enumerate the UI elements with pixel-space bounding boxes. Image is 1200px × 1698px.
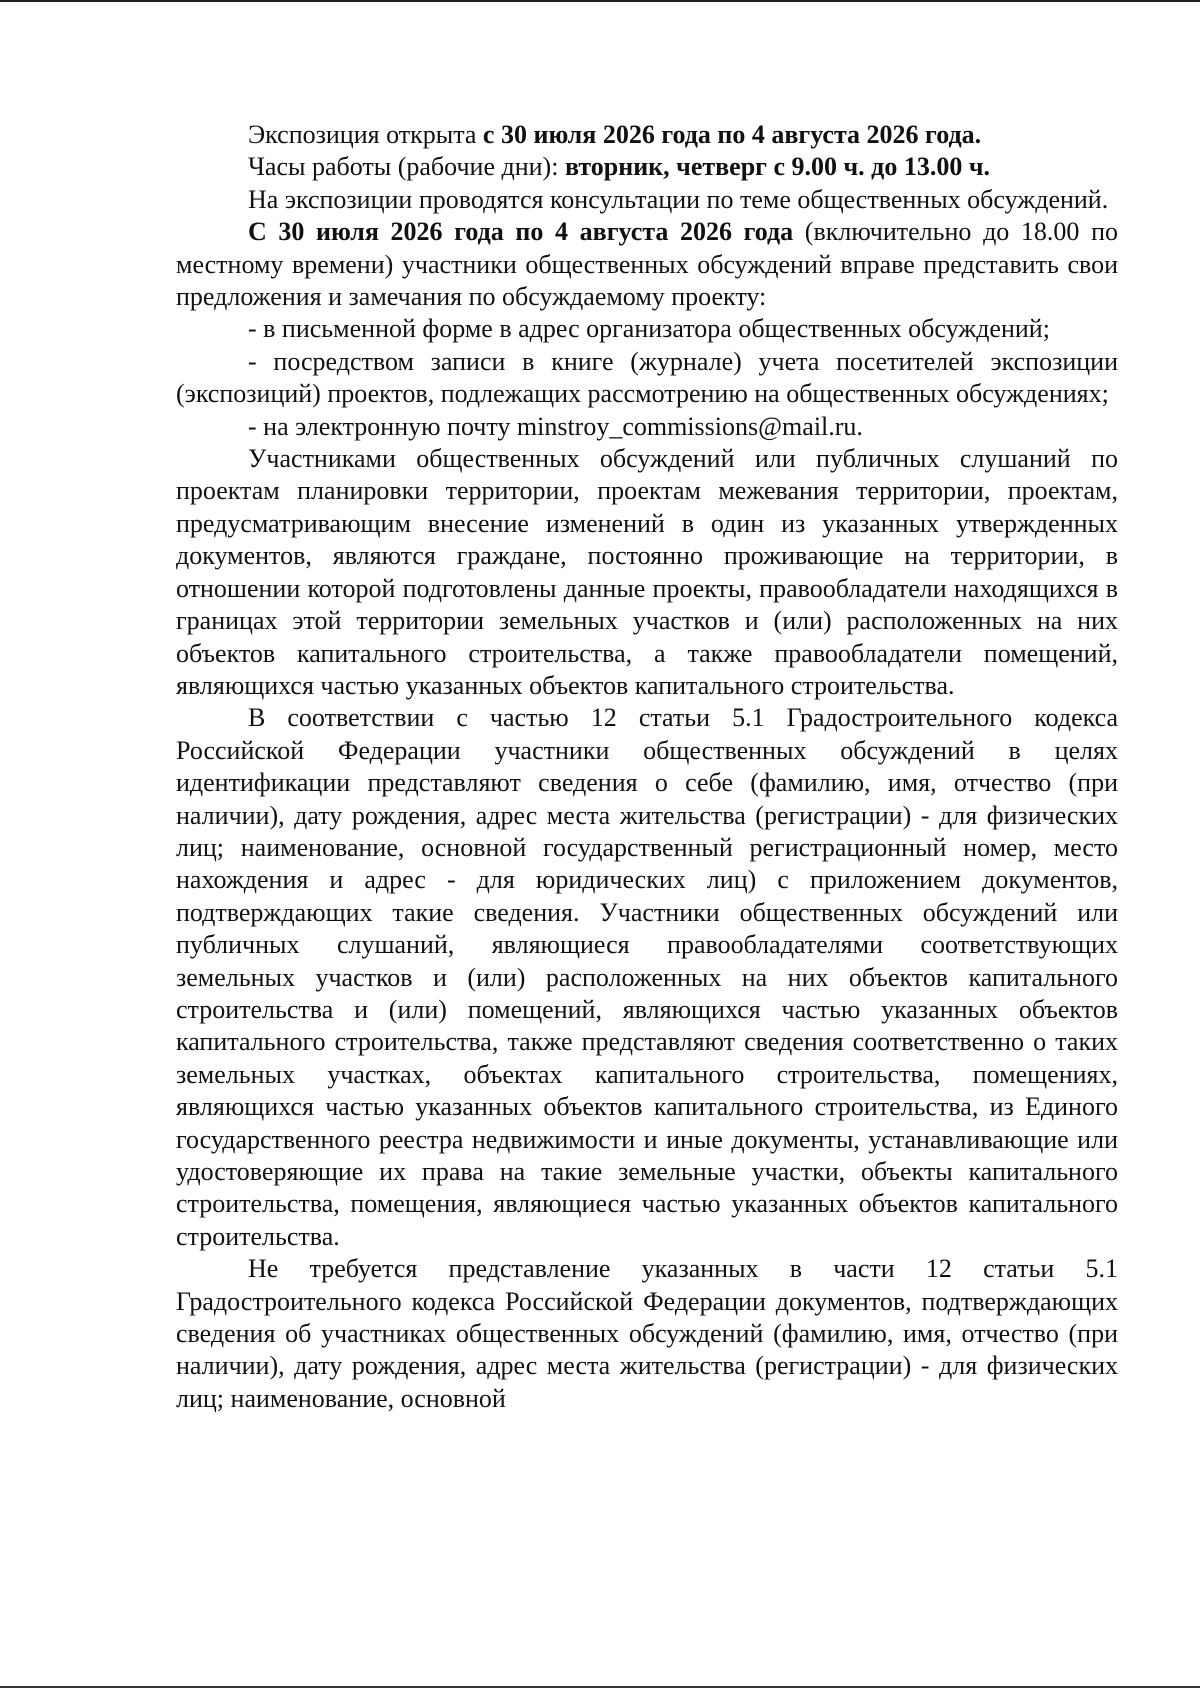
paragraph-documents-not-required: Не требуется представление указанных в части 12 статьи 5.1 Градостроительного кодекса Российской Федерации документов, подтверждающих сведения об участниках общественных обсуждений (фамилию, имя, отчество (при наличии), дату рождения, адрес места жительства (регистрации) - для физических лиц; наименование, основной (176, 1254, 1118, 1413)
list-item-written-form: - в письменной форме в адрес организатора общественных обсуждений; (248, 314, 1050, 344)
document-body (176, 119, 1118, 1415)
list-item-visitor-book: - посредством записи в книге (журнале) учета посетителей экспозиции (экспозиций) проектов, подлежащих рассмотрению на общественных обсуждениях; (176, 346, 1118, 409)
paragraph-participants: Участниками общественных обсуждений или публичных слушаний по проектам планировки территории, проектам межевания территории, проектам, предусматривающим внесение изменений в один из указанных утвержденных документов, являются граждане, постоянно проживающие на территории, в отношении которой подготовлены данные проекты, правообладатели находящихся в границах этой территории земельных участков и (или) расположенных на них объектов капитального строительства, а также правообладатели помещений, являющихся частью указанных объектов капитального строительства. (176, 444, 1118, 700)
working-hours-value: вторник, четверг с 9.00 ч. до 13.00 ч. (564, 152, 991, 182)
paragraph-working-hours: Часы работы (рабочие дни): вторник, четверг с 9.00 ч. до 13.00 ч. (248, 152, 991, 182)
paragraph-identification: В соответствии с частью 12 статьи 5.1 Градостроительного кодекса Российской Федерации участники общественных обсуждений в целях идентификации представляют сведения о себе (фамилию, имя, отчество (при наличии), дату рождения, адрес места жительства (регистрации) - для физических лиц; наименование, основной государственный регистрационный номер, место нахождения и адрес - для юридических лиц) с приложением документов, подтверждающих такие сведения. Участники общественных обсуждений или публичных слушаний, являющиеся правообладателями соответствующих земельных участков и (или) расположенных на них объектов капитального строительства и (или) помещений, являющихся частью указанных объектов капитального строительства, также представляют сведения соответственно о таких земельных участках, объектах капитального строительства, помещениях, являющихся частью указанных объектов капитального строительства, из Единого государственного реестра недвижимости и иные документы, устанавливающие или удостоверяющие их права на такие земельные участки, объекты капитального строительства, помещения, являющиеся частью указанных объектов капитального строительства. (176, 703, 1118, 1251)
paragraph-consultations: На экспозиции проводятся консультации по теме общественных обсуждений. (248, 184, 1109, 214)
scan-bottom-edge (0, 1686, 1200, 1688)
exposition-date-range: с 30 июля 2026 года по 4 августа 2026 года (482, 120, 975, 149)
proposal-date-range: С 30 июля 2026 года по 4 августа 2026 года (248, 217, 794, 247)
paragraph-proposal-period: С 30 июля 2026 года по 4 августа 2026 года (включительно до 18.00 по местному времени) участники общественных обсуждений вправе представить свои предложения и замечания по обсуждаемому проекту: (176, 217, 1118, 312)
paragraph-exposition-dates: Экспозиция открыта с 30 июля 2026 года по 4 августа 2026 года. (248, 120, 982, 149)
list-item-email: - на электронную почту minstroy_commissions@mail.ru. (248, 411, 863, 441)
scan-top-edge (0, 0, 1200, 2)
